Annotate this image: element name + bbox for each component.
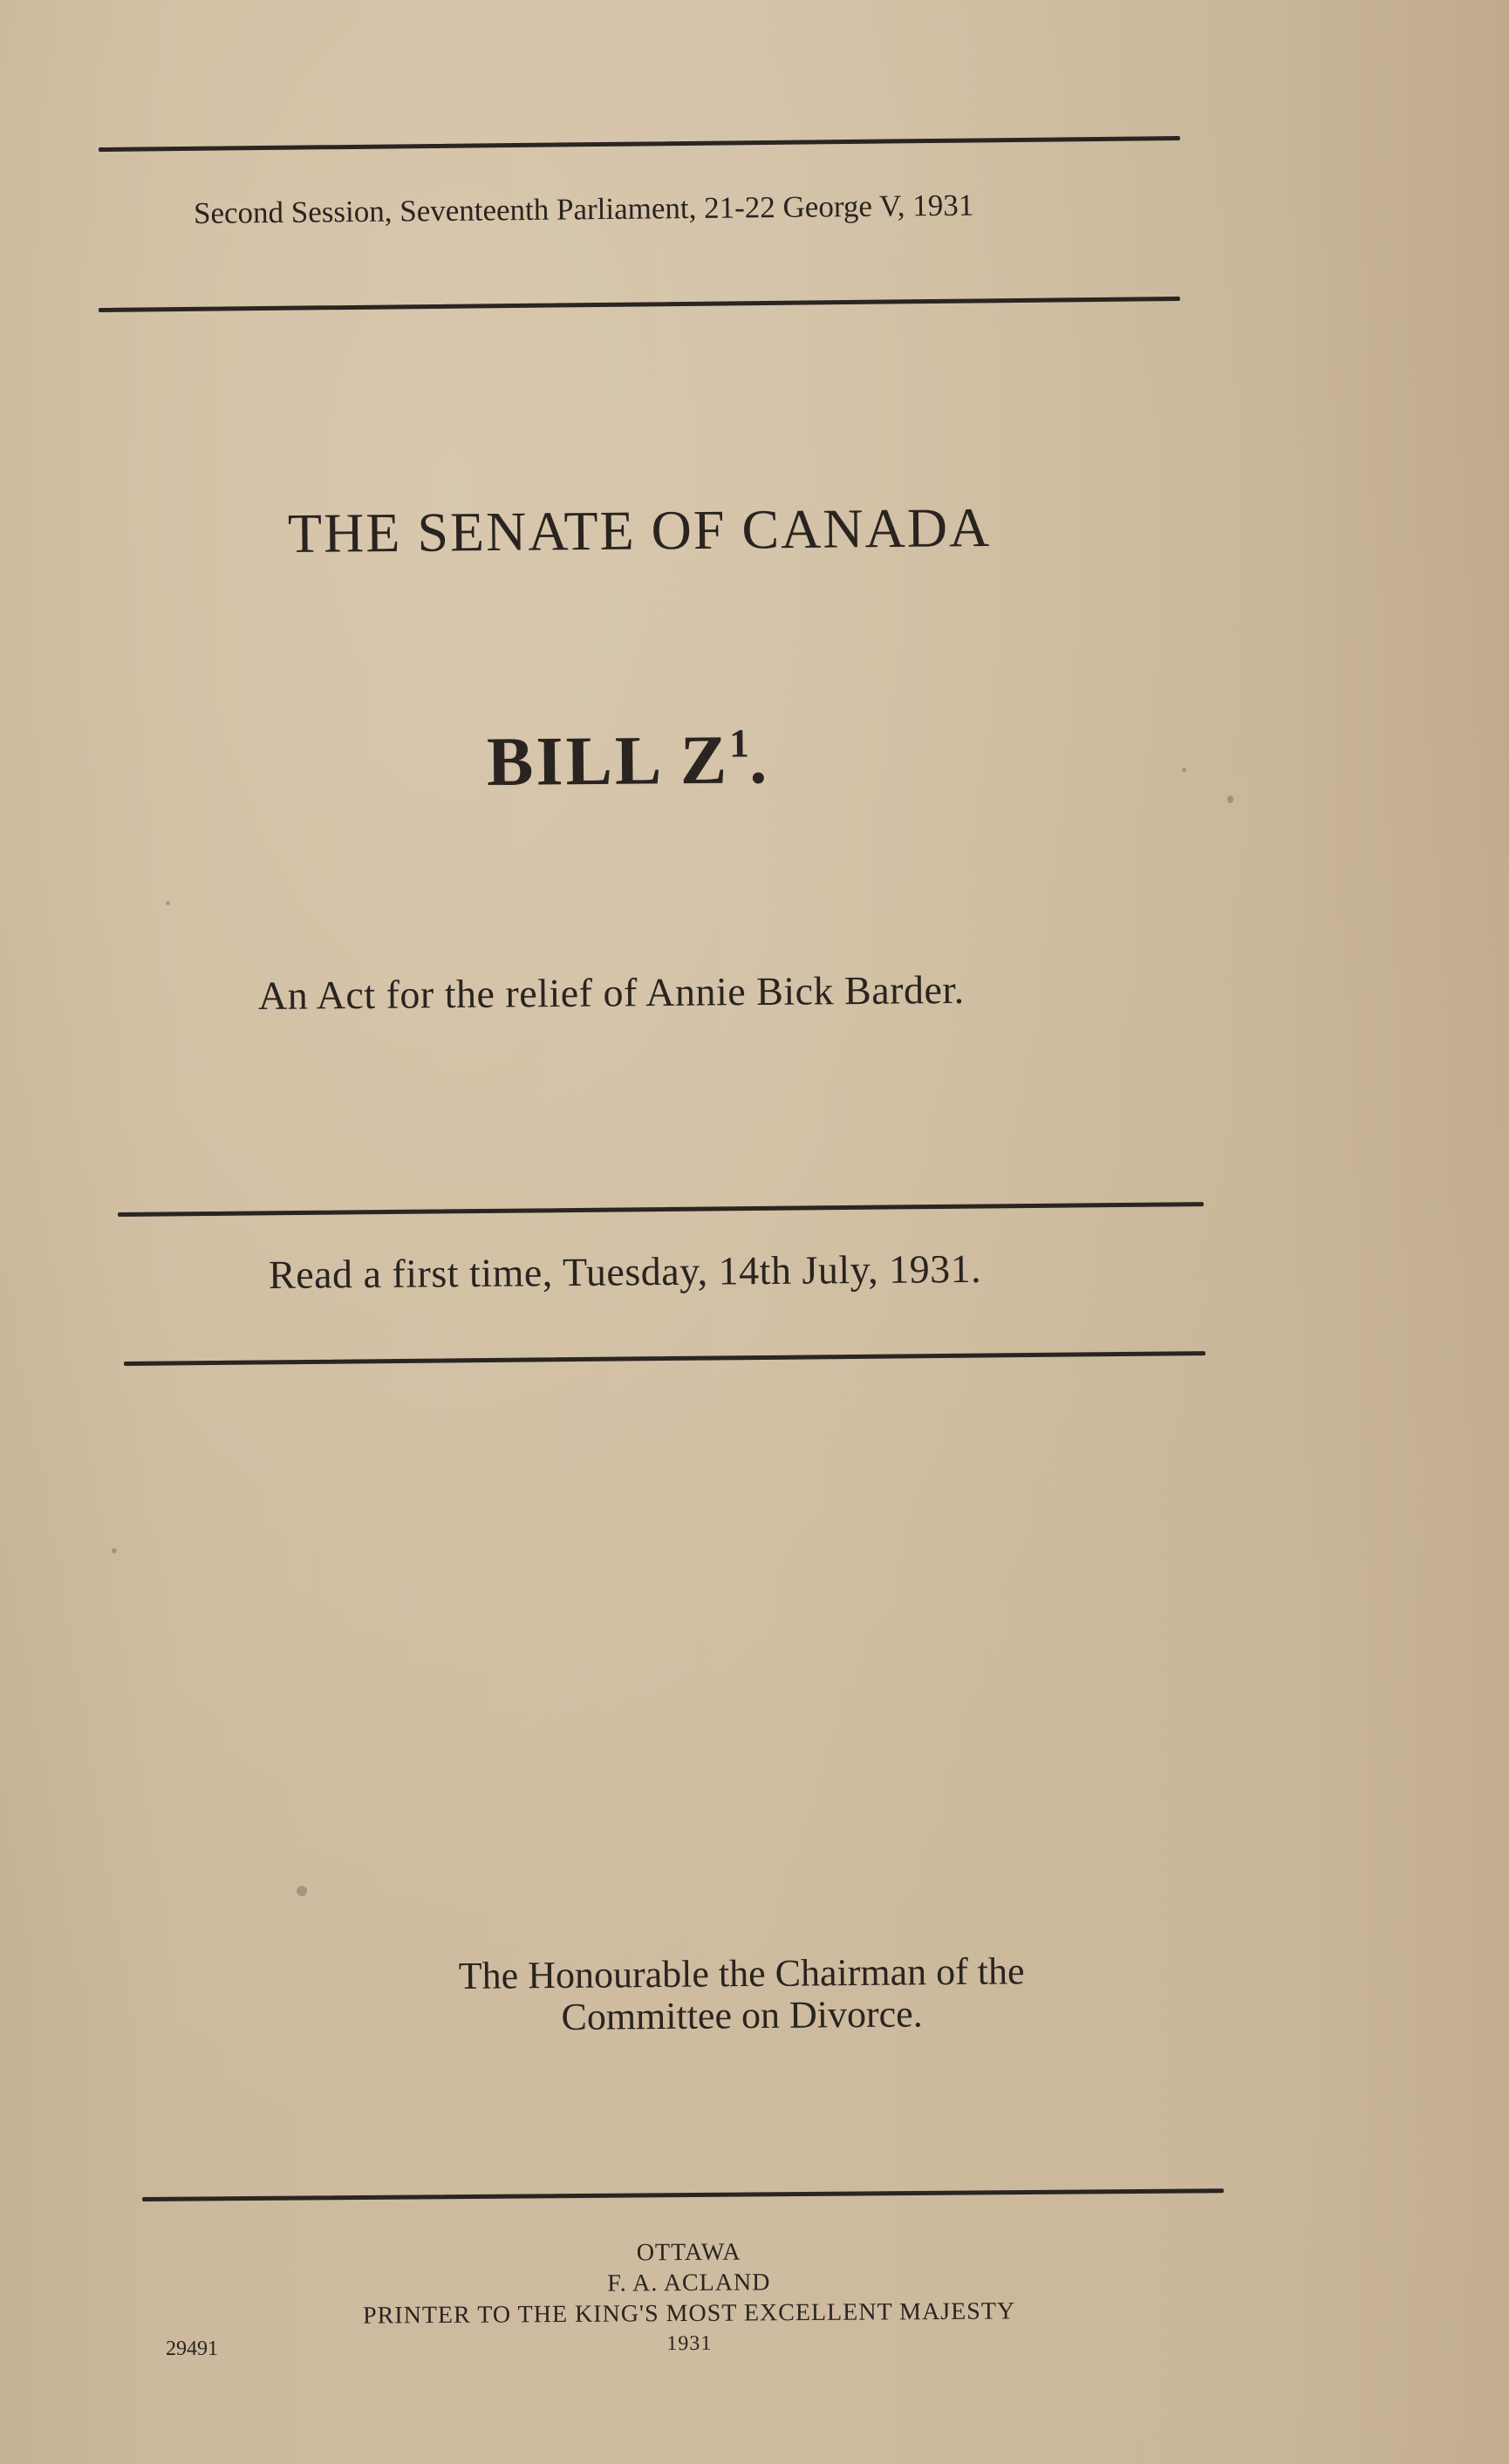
paper-speck [112,1548,117,1553]
paper-speck [297,1886,307,1896]
imprint-city: OTTAWA [636,2238,741,2267]
paper-speck [1227,795,1233,803]
bill-label: BILL Z [486,721,730,801]
paper-speck [166,901,170,905]
reading-top-rule [118,1202,1204,1217]
bill-number [487,720,770,802]
sponsor-block [459,1950,1026,2039]
imprint-top-rule [142,2188,1224,2201]
top-rule [99,136,1180,152]
imprint-year: 1931 [666,2331,713,2356]
bill-period: . [748,721,770,799]
imprint-printer: F. A. ACLAND [607,2269,771,2297]
header-bottom-rule [99,297,1180,312]
job-number: 29491 [166,2338,218,2360]
sponsor-line-2: Committee on Divorce. [561,1992,923,2038]
session-line: Second Session, Seventeenth Parliament, 21-22 George V, 1931 [193,188,974,230]
imprint-printer-title: PRINTER TO THE KING'S MOST EXCELLENT MAJESTY [362,2297,1016,2330]
first-reading-line: Read a first time, Tuesday, 14th July, 1931. [268,1246,982,1297]
sponsor-line-1: The Honourable the Chairman of the [458,1949,1025,1997]
reading-bottom-rule [124,1351,1205,1366]
institution-title: THE SENATE OF CANADA [287,495,992,564]
paper-speck [1182,768,1186,772]
imprint-block [262,2235,1117,2363]
bill-superscript: 1 [728,720,750,766]
act-title: An Act for the relief of Annie Bick Barder. [257,966,965,1018]
